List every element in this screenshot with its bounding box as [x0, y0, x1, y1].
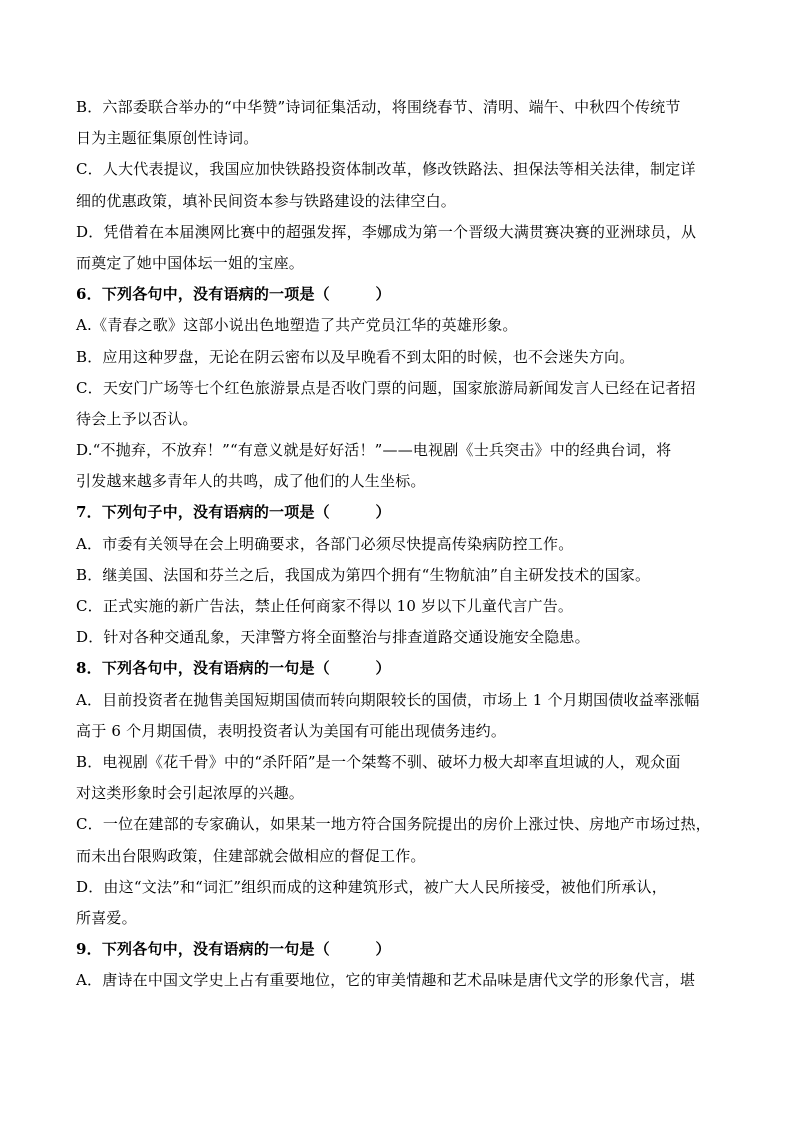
text-line: 所喜爱。 [76, 908, 137, 927]
question-heading: 9．下列各句中，没有语病的一句是（ ） [76, 940, 391, 959]
text-line: A．市委有关领导在会上明确要求，各部门必须尽快提高传染病防控工作。 [76, 534, 574, 553]
text-line: C．一位在建部的专家确认，如果某一地方符合国务院提出的房价上涨过快、房地产市场过热， [76, 815, 711, 834]
text-line: C．天安门广场等七个红色旅游景点是否收门票的问题，国家旅游局新闻发言人已经在记者招 [76, 378, 696, 397]
text-line: 待会上予以否认。 [76, 409, 198, 428]
question-heading: 8．下列各句中，没有语病的一句是（ ） [76, 659, 391, 678]
question-heading: 6．下列各句中，没有语病的一项是（ ） [76, 285, 391, 304]
text-line: A．唐诗在中国文学史上占有重要地位，它的审美情趣和艺术品味是唐代文学的形象代言，堪 [76, 971, 696, 990]
text-line: 日为主题征集原创性诗词。 [76, 129, 259, 148]
text-line: C．人大代表提议，我国应加快铁路投资体制改革，修改铁路法、担保法等相关法律，制定详 [76, 160, 696, 179]
text-line: 细的优惠政策，填补民间资本参与铁路建设的法律空白。 [76, 191, 457, 210]
document-page [76, 92, 720, 996]
text-line: B．六部委联合举办的“中华赞”诗词征集活动，将围绕春节、清明、端午、中秋四个传统节 [76, 98, 681, 116]
text-line: C．正式实施的新广告法，禁止任何商家不得以 10 岁以下儿童代言广告。 [76, 597, 574, 615]
text-line: 而奠定了她中国体坛一姐的宝座。 [76, 253, 305, 272]
text-line: 而未出台限购政策，住建部就会做相应的督促工作。 [76, 846, 426, 865]
text-line: B．电视剧《花千骨》中的“杀阡陌”是一个桀骜不驯、破坏力极大却率直坦诚的人，观众面 [76, 752, 681, 771]
text-line: A．目前投资者在抛售美国短期国债而转向期限较长的国债，市场上 1 个月期国债收益率涨幅 [76, 690, 700, 709]
text-line: 高于 6 个月期国债，表明投资者认为美国有可能出现债务违约。 [76, 721, 507, 740]
text-line: B．应用这种罗盘，无论在阴云密布以及早晚看不到太阳的时候，也不会迷失方向。 [76, 347, 635, 366]
text-line: D．凭借着在本届澳网比赛中的超强发挥，李娜成为第一个晋级大满贯赛决赛的亚洲球员，从 [76, 222, 697, 241]
text-line: A.《青春之歌》这部小说出色地塑造了共产党员江华的英雄形象。 [76, 316, 518, 335]
text-line: 对这类形象时会引起浓厚的兴趣。 [76, 784, 305, 803]
text-line: D.“不抛弃，不放弃！”“有意义就是好好活！”——电视剧《士兵突击》中的经典台词，将 [76, 441, 672, 460]
text-line: D．由这“文法”和“词汇”组织而成的这种建筑形式，被广大人民所接受，被他们所承认， [76, 877, 667, 896]
text-line: 引发越来越多青年人的共鸣，成了他们的人生坐标。 [76, 472, 426, 491]
text-line: D．针对各种交通乱象，天津警方将全面整治与排查道路交通设施安全隐患。 [76, 628, 590, 647]
question-heading: 7．下列句子中，没有语病的一项是（ ） [76, 503, 391, 522]
text-line: B．继美国、法国和芬兰之后，我国成为第四个拥有“生物航油”自主研发技术的国家。 [76, 565, 651, 584]
